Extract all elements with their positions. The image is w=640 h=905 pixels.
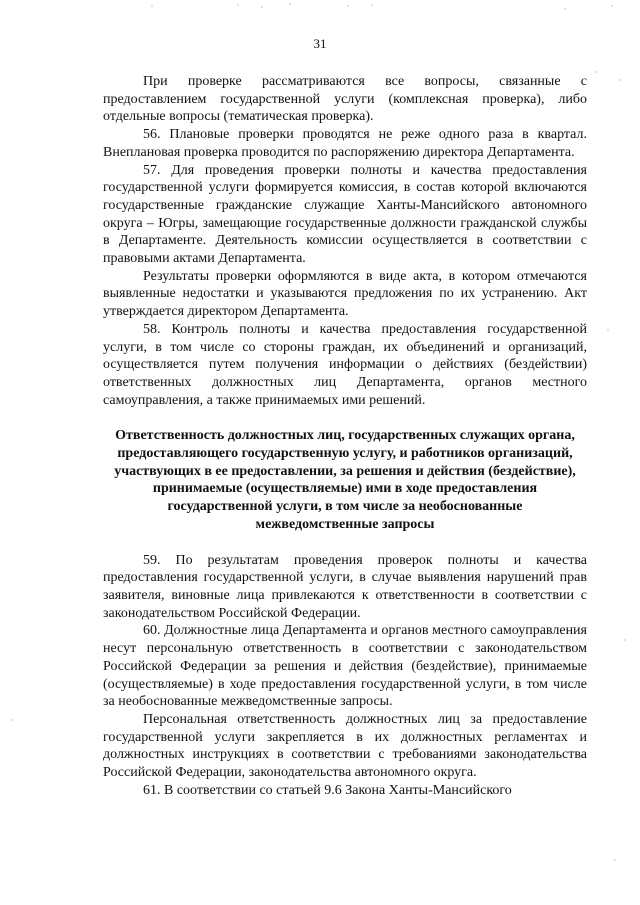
paragraph: 59. По результатам проведения проверок полноты и качества предоставления государственной услуги, в случае выявления нарушений прав заявителя, виновные лица привлекаются к ответственности в соответствии с законодательством Российской Федерации. xyxy=(103,552,587,621)
paragraph: Результаты проверки оформляются в виде акта, в котором отмечаются выявленные недостатки и указываются предложения по их устранению. Акт утверждается директором Департамента. xyxy=(103,268,587,320)
page-number: 31 xyxy=(313,36,327,51)
paragraph: 56. Плановые проверки проводятся не реже одного раза в квартал. Внеплановая проверка проводится по распоряжению директора Департамента. xyxy=(103,127,587,160)
paragraph: При проверке рассматриваются все вопросы, связанные с предоставлением государственной услуги (комплексная проверка), либо отдельные вопросы (тематическая проверка). xyxy=(103,74,587,125)
paragraph: 58. Контроль полноты и качества предоставления государственной услуги, в том числе со стороны граждан, их объединений и организаций, осуществляется путем получения информации о действиях (бездействии) ответственных должностных лиц Департамента, органов местного самоуправления, а также принимаемых ими решений. xyxy=(103,321,587,408)
paragraph: 61. В соответствии со статьей 9.6 Закона Ханты-Мансийского xyxy=(143,782,512,798)
section-heading: Ответственность должностных лиц, государственных служащих органа, предоставляющего государственную услугу, и работников организаций, участвующих в ее предоставлении, за решения и действия (бездействие), принимаемые (осуществляемые) ими в ходе предоставления государственной услуги, в том числе за необоснованные межведомственные запросы xyxy=(114,428,576,532)
paragraph: 57. Для проведения проверки полноты и качества предоставления государственной услуги формируется комиссия, в состав которой включаются государственные гражданские служащие Ханты-Мансийского автономного округа – Югры, замещающие государственные должности гражданской службы в Департаменте. Деятельность комиссии осуществляется в соответствии с правовыми актами Департамента. xyxy=(103,162,587,267)
paragraph: 60. Должностные лица Департамента и органов местного самоуправления несут персональную ответственность в соответствии с законодательством Российской Федерации за решения и действия (бездействие), принимаемые (осуществляемые) в ходе предоставления государственной услуги, в том числе за необоснованные межведомственные запросы. xyxy=(103,623,587,710)
document-body xyxy=(103,73,587,799)
paragraph: Персональная ответственность должностных лиц за предоставление государственной услуги закрепляется в их должностных регламентах и должностных инструкциях в соответствии с требованиями законодательства Российской Федерации, законодательства автономного округа. xyxy=(103,711,587,781)
